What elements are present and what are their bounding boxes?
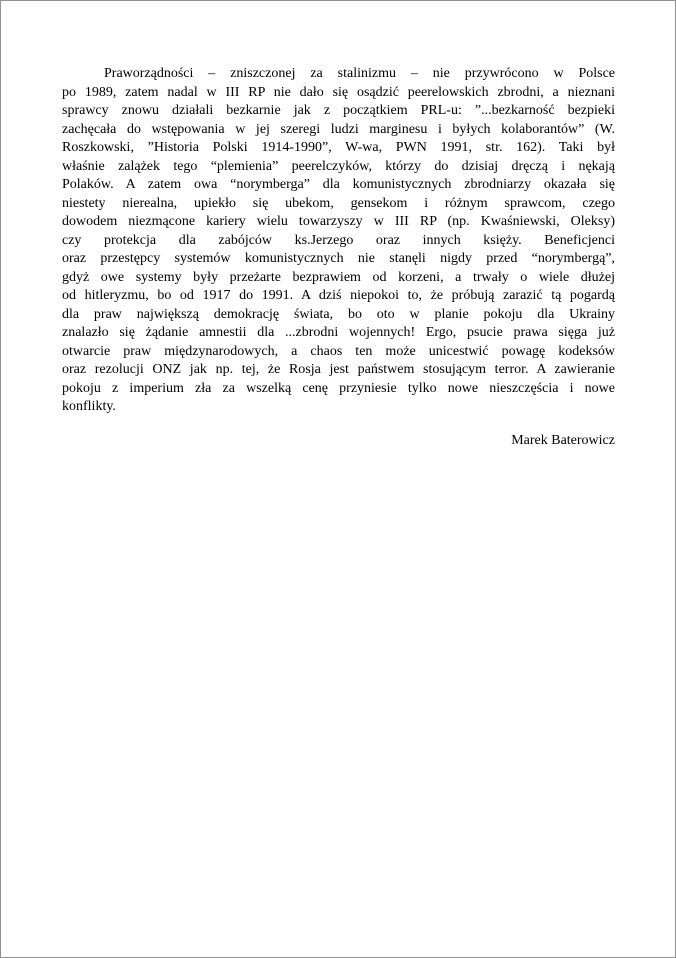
paragraph-line: Praworządności – zniszczonej za stalinizmu – nie przywrócono w Polsce <box>104 66 615 81</box>
paragraph-line: gdyż owe systemy były przeżarte bezprawiem od korzeni, a trwały o wiele dłużej <box>62 269 615 285</box>
paragraph-line: czy protekcja dla zabójców ks.Jerzego oraz innych księży. Beneficjenci <box>62 232 615 248</box>
paragraph-line: Roszkowski, ”Historia Polski 1914-1990”, W-wa, PWN 1991, str. 162). Taki był <box>62 140 615 155</box>
author-signature: Marek Baterowicz <box>511 432 615 448</box>
paragraph-line: właśnie zalążek tego “plemienia” peerelczyków, którzy do dzisiaj dręczą i nękają <box>62 158 615 174</box>
paragraph-line: znalazło się żądanie amnestii dla ...zbrodni wojennych! Ergo, psucie prawa sięga już <box>62 325 615 340</box>
paragraph-line: dla praw największą demokrację świata, bo oto w planie pokoju dla Ukrainy <box>62 306 615 322</box>
paragraph-line: Polaków. A zatem owa “norymberga” dla komunistycznych zbrodniarzy okazała się <box>62 177 615 192</box>
paragraph-line: oraz przestępcy systemów komunistycznych nie stanęli nigdy przed “norymbergą”, <box>62 251 615 266</box>
paragraph-line: dowodem niezmącone kariery wielu towarzyszy w III RP (np. Kwaśniewski, Oleksy) <box>62 214 615 229</box>
article-text <box>62 65 615 450</box>
paragraph-line: zachęcała do wstępowania w jej szeregi ludzi marginesu i byłych kolaborantów” (W. <box>62 121 615 137</box>
paragraph-line: konflikty. <box>62 399 116 414</box>
paragraph-line: od hitleryzmu, bo od 1917 do 1991. A dziś niepokoi to, że próbują zarazić tą pogardą <box>62 288 615 303</box>
paragraph-line: pokoju z imperium zła za wszelką cenę przyniesie tylko nowe nieszczęścia i nowe <box>62 380 615 396</box>
paragraph-line: niestety nierealna, upiekło się ubekom, gensekom i różnym sprawcom, czego <box>62 195 615 211</box>
paragraph-line: oraz rezolucji ONZ jak np. tej, że Rosja jest państwem stosującym terror. A zawieranie <box>62 362 615 377</box>
paragraph <box>62 65 615 417</box>
paragraph-line: otwarcie praw międzynarodowych, a chaos ten może unicestwić powagę kodeksów <box>62 343 615 359</box>
paragraph-line: po 1989, zatem nadal w III RP nie dało się osądzić peerelowskich zbrodni, a nieznani <box>62 84 615 100</box>
paragraph-line: sprawcy znowu działali bezkarnie jak z początkiem PRL-u: ”...bezkarność bezpieki <box>62 103 615 118</box>
